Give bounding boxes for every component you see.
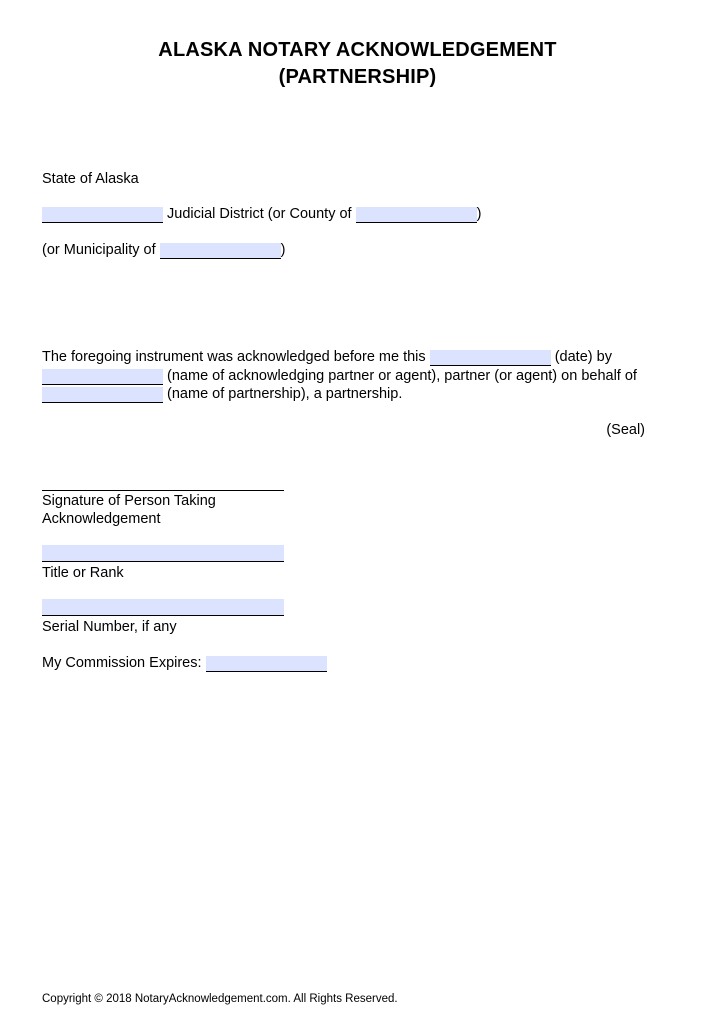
county-field[interactable]	[356, 207, 477, 223]
partner-name-field[interactable]	[42, 369, 163, 385]
signature-line[interactable]	[42, 490, 284, 491]
municipality-row	[42, 241, 286, 259]
serial-number-field[interactable]	[42, 599, 284, 616]
signature-label-2: Acknowledgement	[42, 511, 161, 527]
partnership-name-label: (name of partnership), a partnership.	[167, 386, 403, 402]
serial-number-label: Serial Number, if any	[42, 619, 177, 635]
date-field[interactable]	[430, 350, 551, 366]
acknowledgement-line-3	[42, 385, 402, 403]
judicial-district-field[interactable]	[42, 207, 163, 223]
county-close-paren: )	[476, 206, 482, 222]
acknowledgement-line-1	[42, 348, 612, 366]
commission-expires-field[interactable]	[206, 656, 327, 672]
state-label: State of Alaska	[42, 171, 139, 187]
partnership-name-field[interactable]	[42, 387, 163, 403]
date-label: (date) by	[554, 349, 612, 365]
acknowledgement-text-1: The foregoing instrument was acknowledged before me this	[42, 349, 426, 365]
acknowledgement-line-2	[42, 367, 637, 385]
judicial-district-label: Judicial District (or County of	[167, 206, 352, 222]
municipality-close-paren: )	[280, 242, 286, 258]
signature-label-1: Signature of Person Taking	[42, 493, 216, 509]
title-rank-label: Title or Rank	[42, 565, 124, 581]
copyright-footer: Copyright © 2018 NotaryAcknowledgement.com. All Rights Reserved.	[42, 993, 398, 1005]
municipality-field[interactable]	[160, 243, 281, 259]
seal-label: (Seal)	[606, 422, 645, 438]
title-rank-field[interactable]	[42, 545, 284, 562]
municipality-label: (or Municipality of	[42, 242, 156, 258]
partner-name-label: (name of acknowledging partner or agent), partner (or agent) on behalf of	[167, 368, 637, 384]
judicial-district-row	[42, 205, 481, 223]
commission-label: My Commission Expires:	[42, 655, 202, 671]
page-subtitle: (PARTNERSHIP)	[278, 66, 437, 88]
commission-row	[42, 654, 327, 672]
page-title: ALASKA NOTARY ACKNOWLEDGEMENT	[158, 39, 557, 61]
